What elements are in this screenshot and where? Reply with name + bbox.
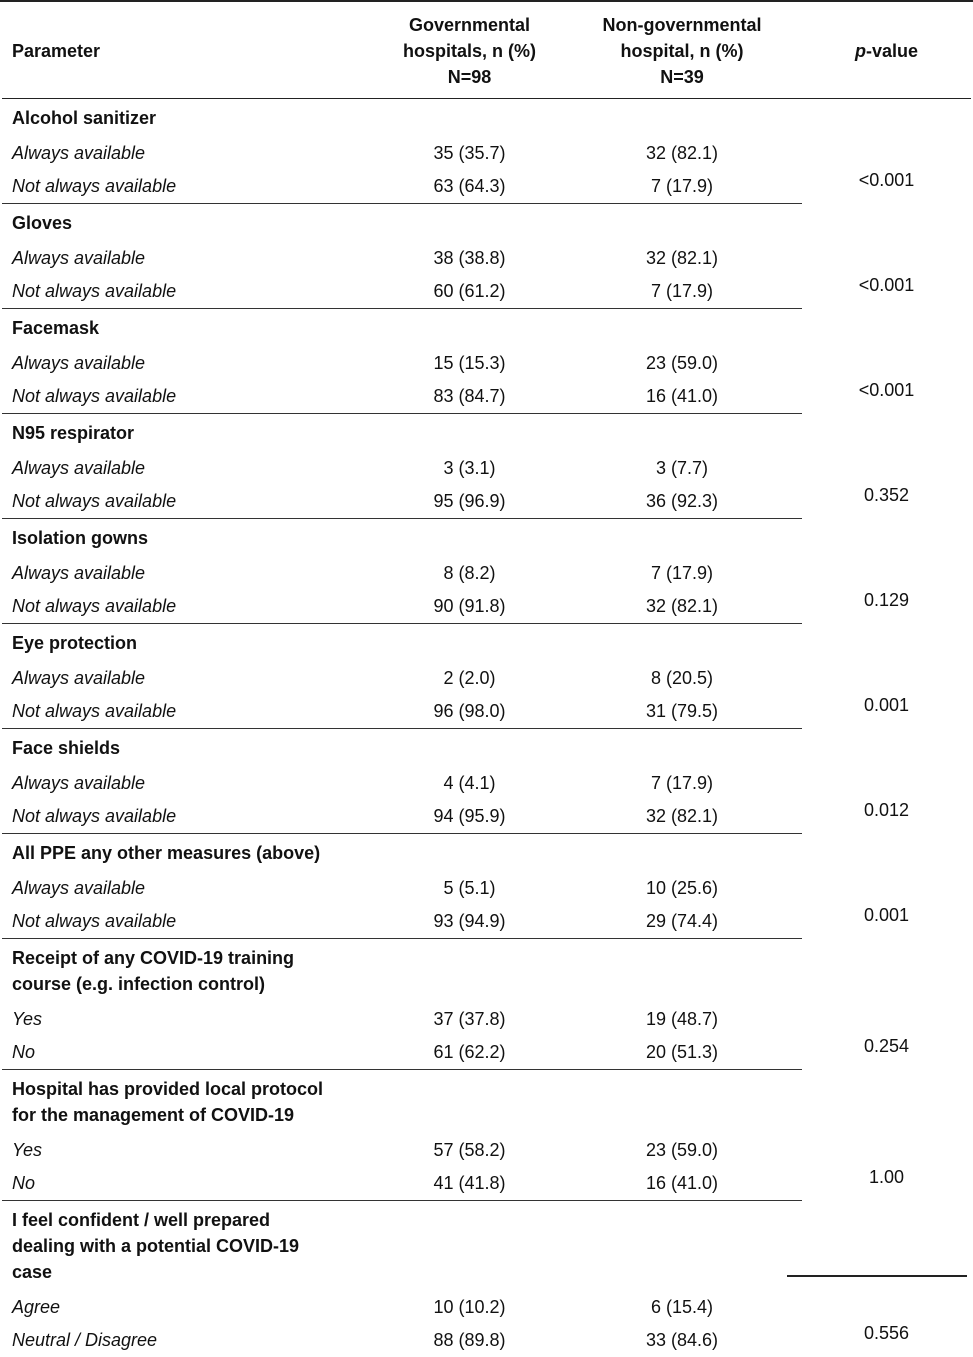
section-title: [2, 1070, 802, 1135]
p-value: 1.00: [869, 1167, 904, 1187]
section-title-line: Gloves: [12, 210, 792, 236]
ppe-availability-table: [2, 3, 971, 1357]
p-value: 0.352: [864, 485, 909, 505]
gov-value: 10 (10.2): [377, 1291, 562, 1324]
section: [2, 729, 971, 834]
header-parameter-label: Parameter: [12, 41, 100, 61]
section: [2, 834, 971, 939]
row-label: Yes: [2, 1003, 377, 1036]
p-value-cell: [802, 834, 971, 939]
gov-value: 2 (2.0): [377, 662, 562, 695]
nongov-value: 32 (82.1): [562, 137, 802, 170]
nongov-value: 19 (48.7): [562, 1003, 802, 1036]
nongov-value: 33 (84.6): [562, 1324, 802, 1357]
header-nongov-line2: hospital, n (%): [572, 38, 792, 64]
section: [2, 1201, 971, 1357]
nongov-value: 31 (79.5): [562, 695, 802, 729]
gov-value: 41 (41.8): [377, 1167, 562, 1201]
row-label: Always available: [2, 767, 377, 800]
p-value-cell: [802, 939, 971, 1070]
nongov-value: 29 (74.4): [562, 905, 802, 939]
section-title-row: [2, 309, 971, 348]
row-label: Neutral / Disagree: [2, 1324, 377, 1357]
nongov-value: 7 (17.9): [562, 170, 802, 204]
nongov-value: 10 (25.6): [562, 872, 802, 905]
section-title-row: [2, 519, 971, 558]
header-parameter: [2, 3, 377, 99]
nongov-value: 3 (7.7): [562, 452, 802, 485]
row-label: Not always available: [2, 590, 377, 624]
nongov-value: 8 (20.5): [562, 662, 802, 695]
section-title: [2, 939, 802, 1004]
section-title-row: [2, 729, 971, 768]
nongov-value: 32 (82.1): [562, 242, 802, 275]
section-title-line: Eye protection: [12, 630, 792, 656]
p-value: <0.001: [859, 170, 915, 190]
section-title-row: [2, 414, 971, 453]
gov-value: 38 (38.8): [377, 242, 562, 275]
section-title: [2, 309, 802, 348]
gov-value: 37 (37.8): [377, 1003, 562, 1036]
section-title-line: Isolation gowns: [12, 525, 792, 551]
nongov-value: 23 (59.0): [562, 347, 802, 380]
gov-value: 96 (98.0): [377, 695, 562, 729]
gov-value: 15 (15.3): [377, 347, 562, 380]
row-label: Not always available: [2, 380, 377, 414]
row-label: Always available: [2, 242, 377, 275]
row-label: Not always available: [2, 905, 377, 939]
section-title-row: [2, 99, 971, 138]
p-value: 0.012: [864, 800, 909, 820]
row-label: Not always available: [2, 275, 377, 309]
row-label: Not always available: [2, 695, 377, 729]
header-p-italic: p: [855, 41, 866, 61]
row-label: Agree: [2, 1291, 377, 1324]
p-value-cell: [802, 414, 971, 519]
section: [2, 624, 971, 729]
section-title-line: dealing with a potential COVID-19: [12, 1233, 792, 1259]
gov-value: 63 (64.3): [377, 170, 562, 204]
section-title-row: [2, 939, 971, 1004]
row-label: No: [2, 1167, 377, 1201]
header-row: [2, 3, 971, 99]
gov-value: 88 (89.8): [377, 1324, 562, 1357]
section-title: [2, 729, 802, 768]
p-value-cell: [802, 309, 971, 414]
row-label: Always available: [2, 662, 377, 695]
nongov-value: 16 (41.0): [562, 1167, 802, 1201]
p-value-cell: [802, 729, 971, 834]
section-title-row: [2, 834, 971, 873]
header-governmental: [377, 3, 562, 99]
section-title: [2, 834, 802, 873]
section: [2, 309, 971, 414]
p-value: 0.129: [864, 590, 909, 610]
row-label: No: [2, 1036, 377, 1070]
row-label: Always available: [2, 137, 377, 170]
p-value: 0.556: [864, 1323, 909, 1343]
section: [2, 939, 971, 1070]
section-title-line: Facemask: [12, 315, 792, 341]
section-title: [2, 519, 802, 558]
row-label: Always available: [2, 347, 377, 380]
table-header: [2, 3, 971, 99]
section-title-line: All PPE any other measures (above): [12, 840, 792, 866]
section-title-line: N95 respirator: [12, 420, 792, 446]
gov-value: 83 (84.7): [377, 380, 562, 414]
section-title-line: course (e.g. infection control): [12, 971, 792, 997]
header-gov-line2: hospitals, n (%): [387, 38, 552, 64]
section: [2, 99, 971, 204]
gov-value: 57 (58.2): [377, 1134, 562, 1167]
section-title: [2, 624, 802, 663]
p-value-cell: [802, 624, 971, 729]
gov-value: 61 (62.2): [377, 1036, 562, 1070]
section: [2, 519, 971, 624]
table-top-rule: [0, 0, 973, 2]
p-value-cell: [802, 99, 971, 204]
nongov-value: 23 (59.0): [562, 1134, 802, 1167]
header-nongov-line1: Non-governmental: [572, 12, 792, 38]
header-gov-n: N=98: [387, 64, 552, 90]
section-title-row: [2, 1070, 971, 1135]
gov-value: 94 (95.9): [377, 800, 562, 834]
p-value: <0.001: [859, 275, 915, 295]
section-title-row: [2, 624, 971, 663]
section-title-line: Hospital has provided local protocol: [12, 1076, 792, 1102]
gov-value: 60 (61.2): [377, 275, 562, 309]
section-title-line: case: [12, 1259, 792, 1285]
p-value: 0.254: [864, 1036, 909, 1056]
row-label: Always available: [2, 452, 377, 485]
gov-value: 90 (91.8): [377, 590, 562, 624]
gov-value: 3 (3.1): [377, 452, 562, 485]
header-gov-line1: Governmental: [387, 12, 552, 38]
gov-value: 93 (94.9): [377, 905, 562, 939]
section-title-line: for the management of COVID-19: [12, 1102, 792, 1128]
section-title-line: Face shields: [12, 735, 792, 761]
section: [2, 414, 971, 519]
p-value: 0.001: [864, 695, 909, 715]
gov-value: 95 (96.9): [377, 485, 562, 519]
section: [2, 204, 971, 309]
gov-value: 35 (35.7): [377, 137, 562, 170]
table-bottom-rule: [787, 1275, 967, 1277]
section: [2, 1070, 971, 1201]
nongov-value: 7 (17.9): [562, 767, 802, 800]
row-label: Always available: [2, 872, 377, 905]
section-title: [2, 1201, 802, 1292]
gov-value: 8 (8.2): [377, 557, 562, 590]
section-title: [2, 414, 802, 453]
row-label: Always available: [2, 557, 377, 590]
header-p-rest: -value: [866, 41, 918, 61]
nongov-value: 32 (82.1): [562, 590, 802, 624]
p-value-cell: [802, 1070, 971, 1201]
header-non-governmental: [562, 3, 802, 99]
section-title-row: [2, 1201, 971, 1292]
nongov-value: 7 (17.9): [562, 557, 802, 590]
row-label: Yes: [2, 1134, 377, 1167]
nongov-value: 36 (92.3): [562, 485, 802, 519]
p-value: <0.001: [859, 380, 915, 400]
header-nongov-n: N=39: [572, 64, 792, 90]
p-value-cell: [802, 519, 971, 624]
gov-value: 4 (4.1): [377, 767, 562, 800]
p-value: 0.001: [864, 905, 909, 925]
section-title: [2, 99, 802, 138]
section-title-line: I feel confident / well prepared: [12, 1207, 792, 1233]
p-value-cell: [802, 204, 971, 309]
section-title-line: Alcohol sanitizer: [12, 105, 792, 131]
p-value-cell: [802, 1201, 971, 1357]
row-label: Not always available: [2, 485, 377, 519]
nongov-value: 6 (15.4): [562, 1291, 802, 1324]
header-p-value: [802, 3, 971, 99]
row-label: Not always available: [2, 170, 377, 204]
section-title: [2, 204, 802, 243]
nongov-value: 32 (82.1): [562, 800, 802, 834]
nongov-value: 16 (41.0): [562, 380, 802, 414]
section-title-row: [2, 204, 971, 243]
gov-value: 5 (5.1): [377, 872, 562, 905]
row-label: Not always available: [2, 800, 377, 834]
nongov-value: 20 (51.3): [562, 1036, 802, 1070]
section-title-line: Receipt of any COVID-19 training: [12, 945, 792, 971]
nongov-value: 7 (17.9): [562, 275, 802, 309]
